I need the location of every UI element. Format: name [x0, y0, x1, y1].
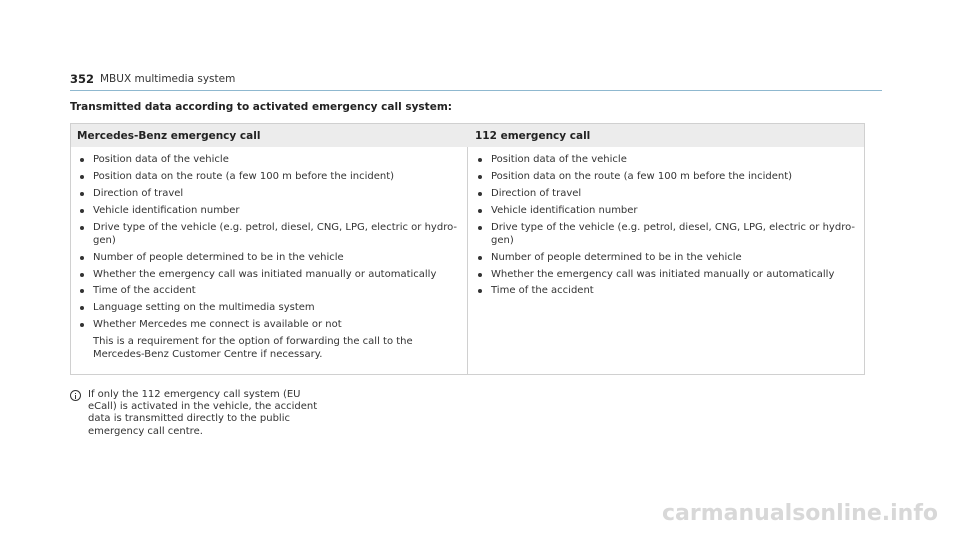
- list-item: Drive type of the vehicle (e.g. petrol, diesel, CNG, LPG, electric or hydro-gen): [477, 222, 861, 247]
- bullet-icon: [478, 175, 482, 179]
- table-header-row: [71, 124, 864, 147]
- column-header-mercedes-benz-emergency-call: Mercedes-Benz emergency call: [77, 130, 261, 142]
- watermark: carmanualsonline.info: [662, 501, 938, 526]
- list-item: Number of people determined to be in the vehicle: [79, 252, 461, 265]
- bullet-icon: [80, 289, 84, 293]
- list-item: Position data on the route (a few 100 m before the incident): [79, 171, 461, 184]
- column-divider: [467, 147, 468, 374]
- bullet-icon: [80, 158, 84, 162]
- bullet-icon: [80, 273, 84, 277]
- bullet-icon: [478, 256, 482, 260]
- page-header: [70, 70, 882, 91]
- bullet-icon: [478, 158, 482, 162]
- bullet-icon: [478, 289, 482, 293]
- bullet-icon: [478, 192, 482, 196]
- list-item-note: This is a requirement for the option of forwarding the call to the Mercedes-Benz Customer Centre if necessary.: [93, 336, 413, 360]
- mercedes-benz-data-list: [79, 154, 461, 366]
- info-note-text: If only the 112 emergency call system (EU eCall) is activated in the vehicle, the accident data is transmitted directly to the public emergency call centre.: [88, 389, 318, 437]
- 112-emergency-data-list: [477, 154, 861, 302]
- bullet-icon: [80, 209, 84, 213]
- section-heading: Transmitted data according to activated emergency call system:: [70, 101, 452, 113]
- list-item: Number of people determined to be in the vehicle: [477, 252, 861, 265]
- column-header-112-emergency-call: 112 emergency call: [475, 130, 591, 142]
- list-item: Position data on the route (a few 100 m before the incident): [477, 171, 861, 184]
- list-item: Language setting on the multimedia system: [79, 302, 461, 315]
- bullet-icon: [80, 256, 84, 260]
- info-icon: [70, 390, 81, 401]
- bullet-icon: [80, 175, 84, 179]
- list-item: Direction of travel: [477, 188, 861, 201]
- section-title: MBUX multimedia system: [100, 73, 236, 85]
- page-number: 352: [70, 72, 95, 86]
- bullet-icon: [478, 209, 482, 213]
- transmitted-data-table: [70, 123, 865, 375]
- list-item: Position data of the vehicle: [79, 154, 461, 167]
- list-item: Vehicle identification number: [79, 205, 461, 218]
- bullet-icon: [80, 323, 84, 327]
- list-item: Whether the emergency call was initiated manually or automatically: [79, 269, 461, 282]
- list-item: Whether the emergency call was initiated manually or automatically: [477, 269, 861, 282]
- list-item: Time of the accident: [79, 285, 461, 298]
- list-item: Time of the accident: [477, 285, 861, 298]
- bullet-icon: [478, 226, 482, 230]
- list-item: Whether Mercedes me connect is available or not This is a requirement for the option of forwarding the call to the Mercedes-Benz Customer Centre if necessary.: [79, 319, 461, 361]
- bullet-icon: [80, 226, 84, 230]
- bullet-icon: [478, 273, 482, 277]
- bullet-icon: [80, 192, 84, 196]
- list-item: Vehicle identification number: [477, 205, 861, 218]
- bullet-icon: [80, 306, 84, 310]
- list-item: Drive type of the vehicle (e.g. petrol, diesel, CNG, LPG, electric or hydro-gen): [79, 222, 461, 247]
- list-item: Position data of the vehicle: [477, 154, 861, 167]
- list-item: Direction of travel: [79, 188, 461, 201]
